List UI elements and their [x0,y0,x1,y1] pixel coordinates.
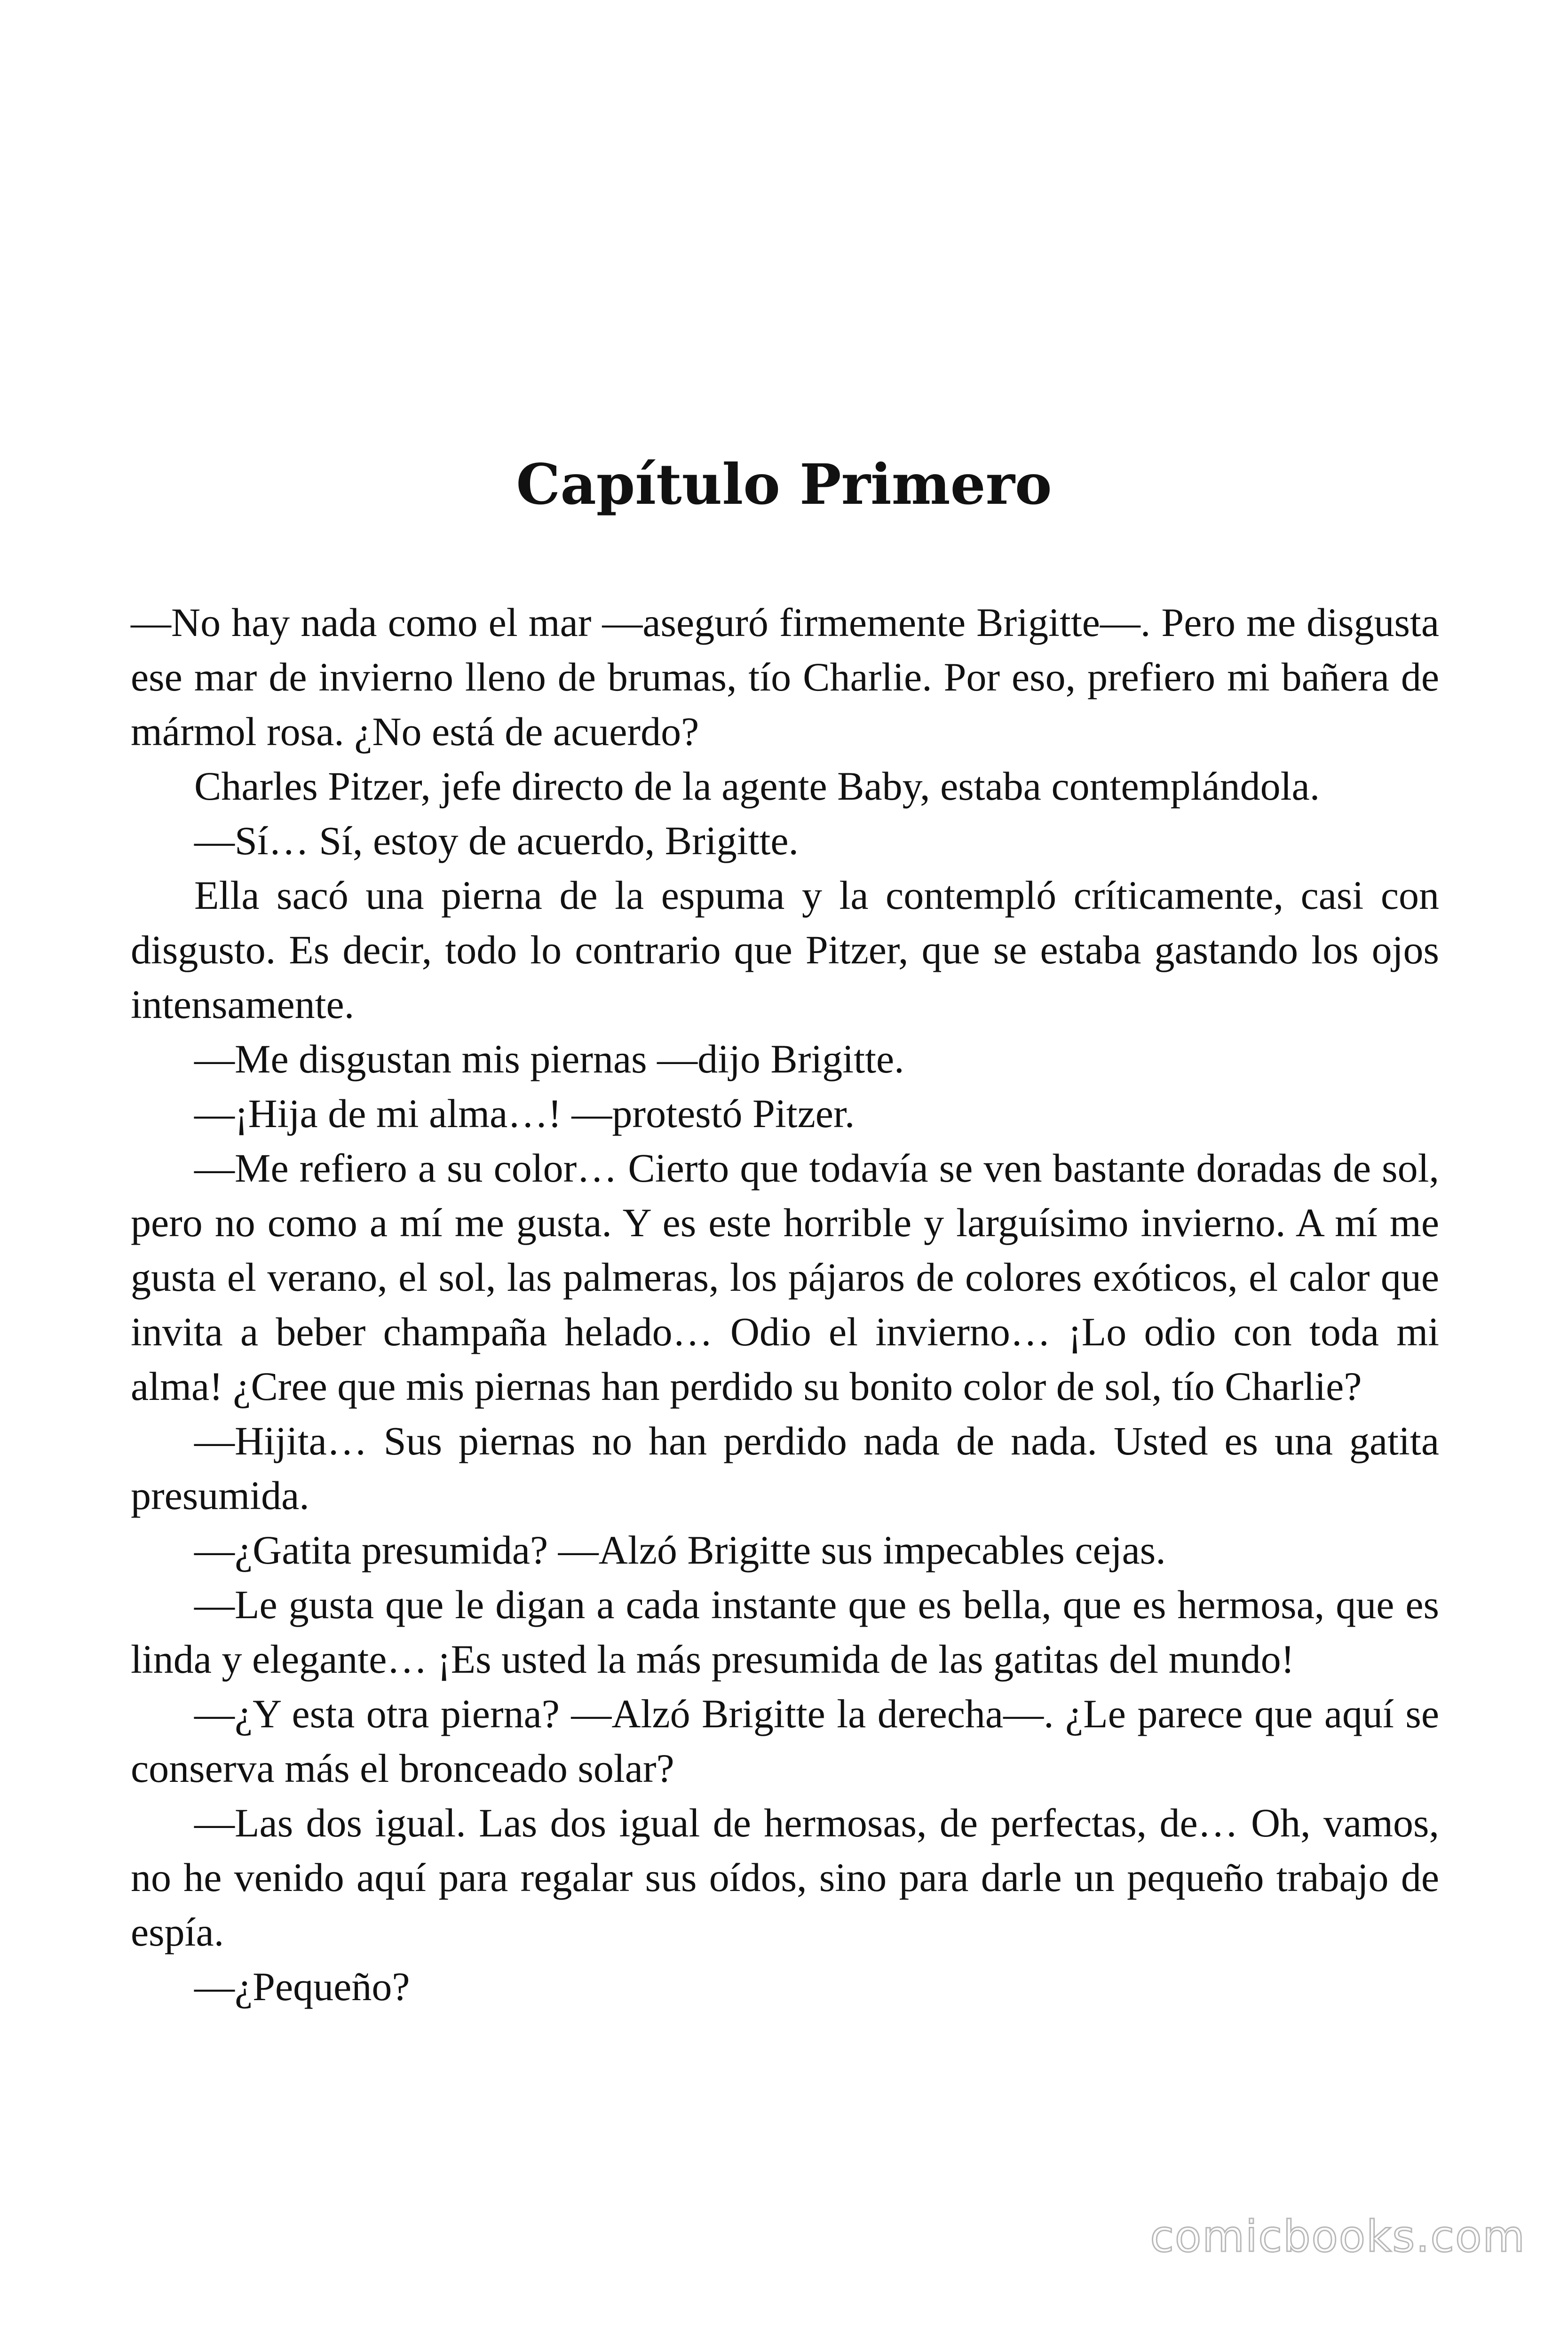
paragraph: —¿Gatita presumida? —Alzó Brigitte sus impecables cejas. [194,1527,1166,1573]
paragraph: —Las dos igual. Las dos igual de hermosas, de perfectas, de… Oh, vamos, no he venido aquí para regalar sus oídos, sino para darle un pequeño trabajo de espía. [131,1800,1439,1955]
paragraph: —Me refiero a su color… Cierto que todavía se ven bastante doradas de sol, pero no como a mí me gusta. Y es este horrible y larguísimo invierno. A mí me gusta el verano, el sol, las palmeras, los pájaros de colores exóticos, el calor que invita a beber champaña helado… Odio el invierno… ¡Lo odio con toda mi alma! ¿Cree que mis piernas han perdido su bonito color de sol, tío Charlie? [131,1145,1439,1409]
paragraph: —Hijita… Sus piernas no han perdido nada de nada. Usted es una gatita presumida. [131,1418,1439,1518]
chapter-title: Capítulo Primero [516,452,1052,517]
paragraph: —No hay nada como el mar —aseguró firmemente Brigitte—. Pero me disgusta ese mar de invierno lleno de brumas, tío Charlie. Por eso, prefiero mi bañera de mármol rosa. ¿No está de acuerdo? [131,600,1439,754]
paragraph: Ella sacó una pierna de la espuma y la contempló críticamente, casi con disgusto. Es decir, todo lo contrario que Pitzer, que se estaba gastando los ojos intensamente. [131,873,1439,1027]
paragraph: —¿Y esta otra pierna? —Alzó Brigitte la derecha—. ¿Le parece que aquí se conserva más el bronceado solar? [131,1691,1439,1791]
watermark: comicbooks.com [1150,2211,1526,2262]
paragraph: —¡Hija de mi alma…! —protestó Pitzer. [194,1091,855,1136]
paragraph: —Le gusta que le digan a cada instante que es bella, que es hermosa, que es linda y elegante… ¡Es usted la más presumida de las gatitas del mundo! [131,1582,1439,1682]
paragraph: Charles Pitzer, jefe directo de la agente Baby, estaba contemplándola. [194,763,1320,809]
chapter-body [131,595,1439,2014]
paragraph: —Me disgustan mis piernas —dijo Brigitte. [194,1036,904,1081]
paragraph: —Sí… Sí, estoy de acuerdo, Brigitte. [194,818,799,863]
paragraph: —¿Pequeño? [194,1964,410,2009]
